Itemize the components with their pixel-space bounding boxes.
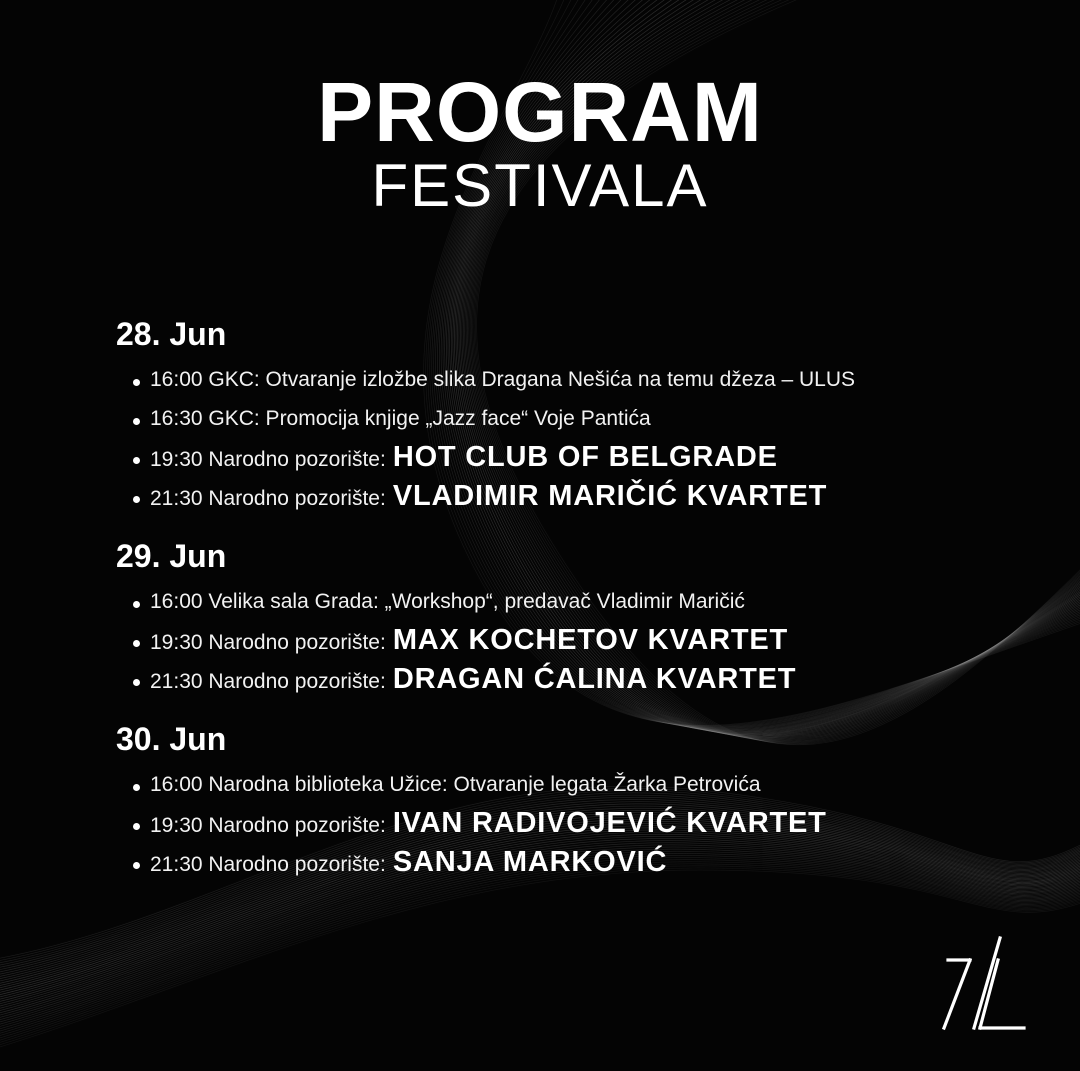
event-artist: DRAGAN ĆALINA KVARTET <box>392 663 797 695</box>
event-artist: MAX KOCHETOV KVARTET <box>392 624 788 656</box>
event-item <box>130 843 1016 882</box>
event-text: 21:30 Narodno pozorište: <box>150 487 386 510</box>
event-list <box>116 582 1016 699</box>
event-text: 21:30 Narodno pozorište: <box>150 853 386 876</box>
event-item <box>130 804 1016 843</box>
festival-logo-icon <box>936 930 1036 1038</box>
wave-line <box>0 866 1080 1046</box>
event-artist: VLADIMIR MARIČIĆ KVARTET <box>392 480 828 512</box>
page-title: PROGRAM <box>317 65 763 159</box>
event-text: 21:30 Narodno pozorište: <box>150 670 386 693</box>
event-text: 19:30 Narodno pozorište: <box>150 814 386 837</box>
page-subtitle: FESTIVALA <box>371 152 709 219</box>
day-section <box>116 534 1016 699</box>
day-section <box>116 312 1016 516</box>
event-item <box>130 582 1016 621</box>
event-item <box>130 477 1016 516</box>
event-artist: IVAN RADIVOJEVIĆ KVARTET <box>392 807 827 839</box>
event-text: 19:30 Narodno pozorište: <box>150 448 386 471</box>
event-item <box>130 438 1016 477</box>
event-text: 16:30 GKC: Promocija knjige „Jazz face“ Voje Pantića <box>150 407 651 430</box>
event-item <box>130 765 1016 804</box>
program-list <box>116 312 1016 882</box>
event-text: 16:00 Velika sala Grada: „Workshop“, predavač Vladimir Maričić <box>150 590 745 613</box>
event-text: 19:30 Narodno pozorište: <box>150 631 386 654</box>
event-text: 16:00 Narodna biblioteka Užice: Otvaranje legata Žarka Petrovića <box>150 773 761 796</box>
wave-line <box>0 864 1080 1043</box>
event-artist: HOT CLUB OF BELGRADE <box>392 441 778 473</box>
event-artist: SANJA MARKOVIĆ <box>392 846 668 878</box>
day-date: 30. Jun <box>116 721 227 757</box>
wave-line <box>0 860 1080 1039</box>
event-list <box>116 360 1016 516</box>
day-date: 29. Jun <box>116 538 227 574</box>
event-item <box>130 360 1016 399</box>
event-item <box>130 621 1016 660</box>
day-section <box>116 717 1016 882</box>
event-text: 16:00 GKC: Otvaranje izložbe slika Dragana Nešića na temu džeza – ULUS <box>150 368 856 391</box>
event-list <box>116 765 1016 882</box>
event-item <box>130 399 1016 438</box>
event-item <box>130 660 1016 699</box>
day-date: 28. Jun <box>116 316 227 352</box>
wave-line <box>0 868 1080 1048</box>
